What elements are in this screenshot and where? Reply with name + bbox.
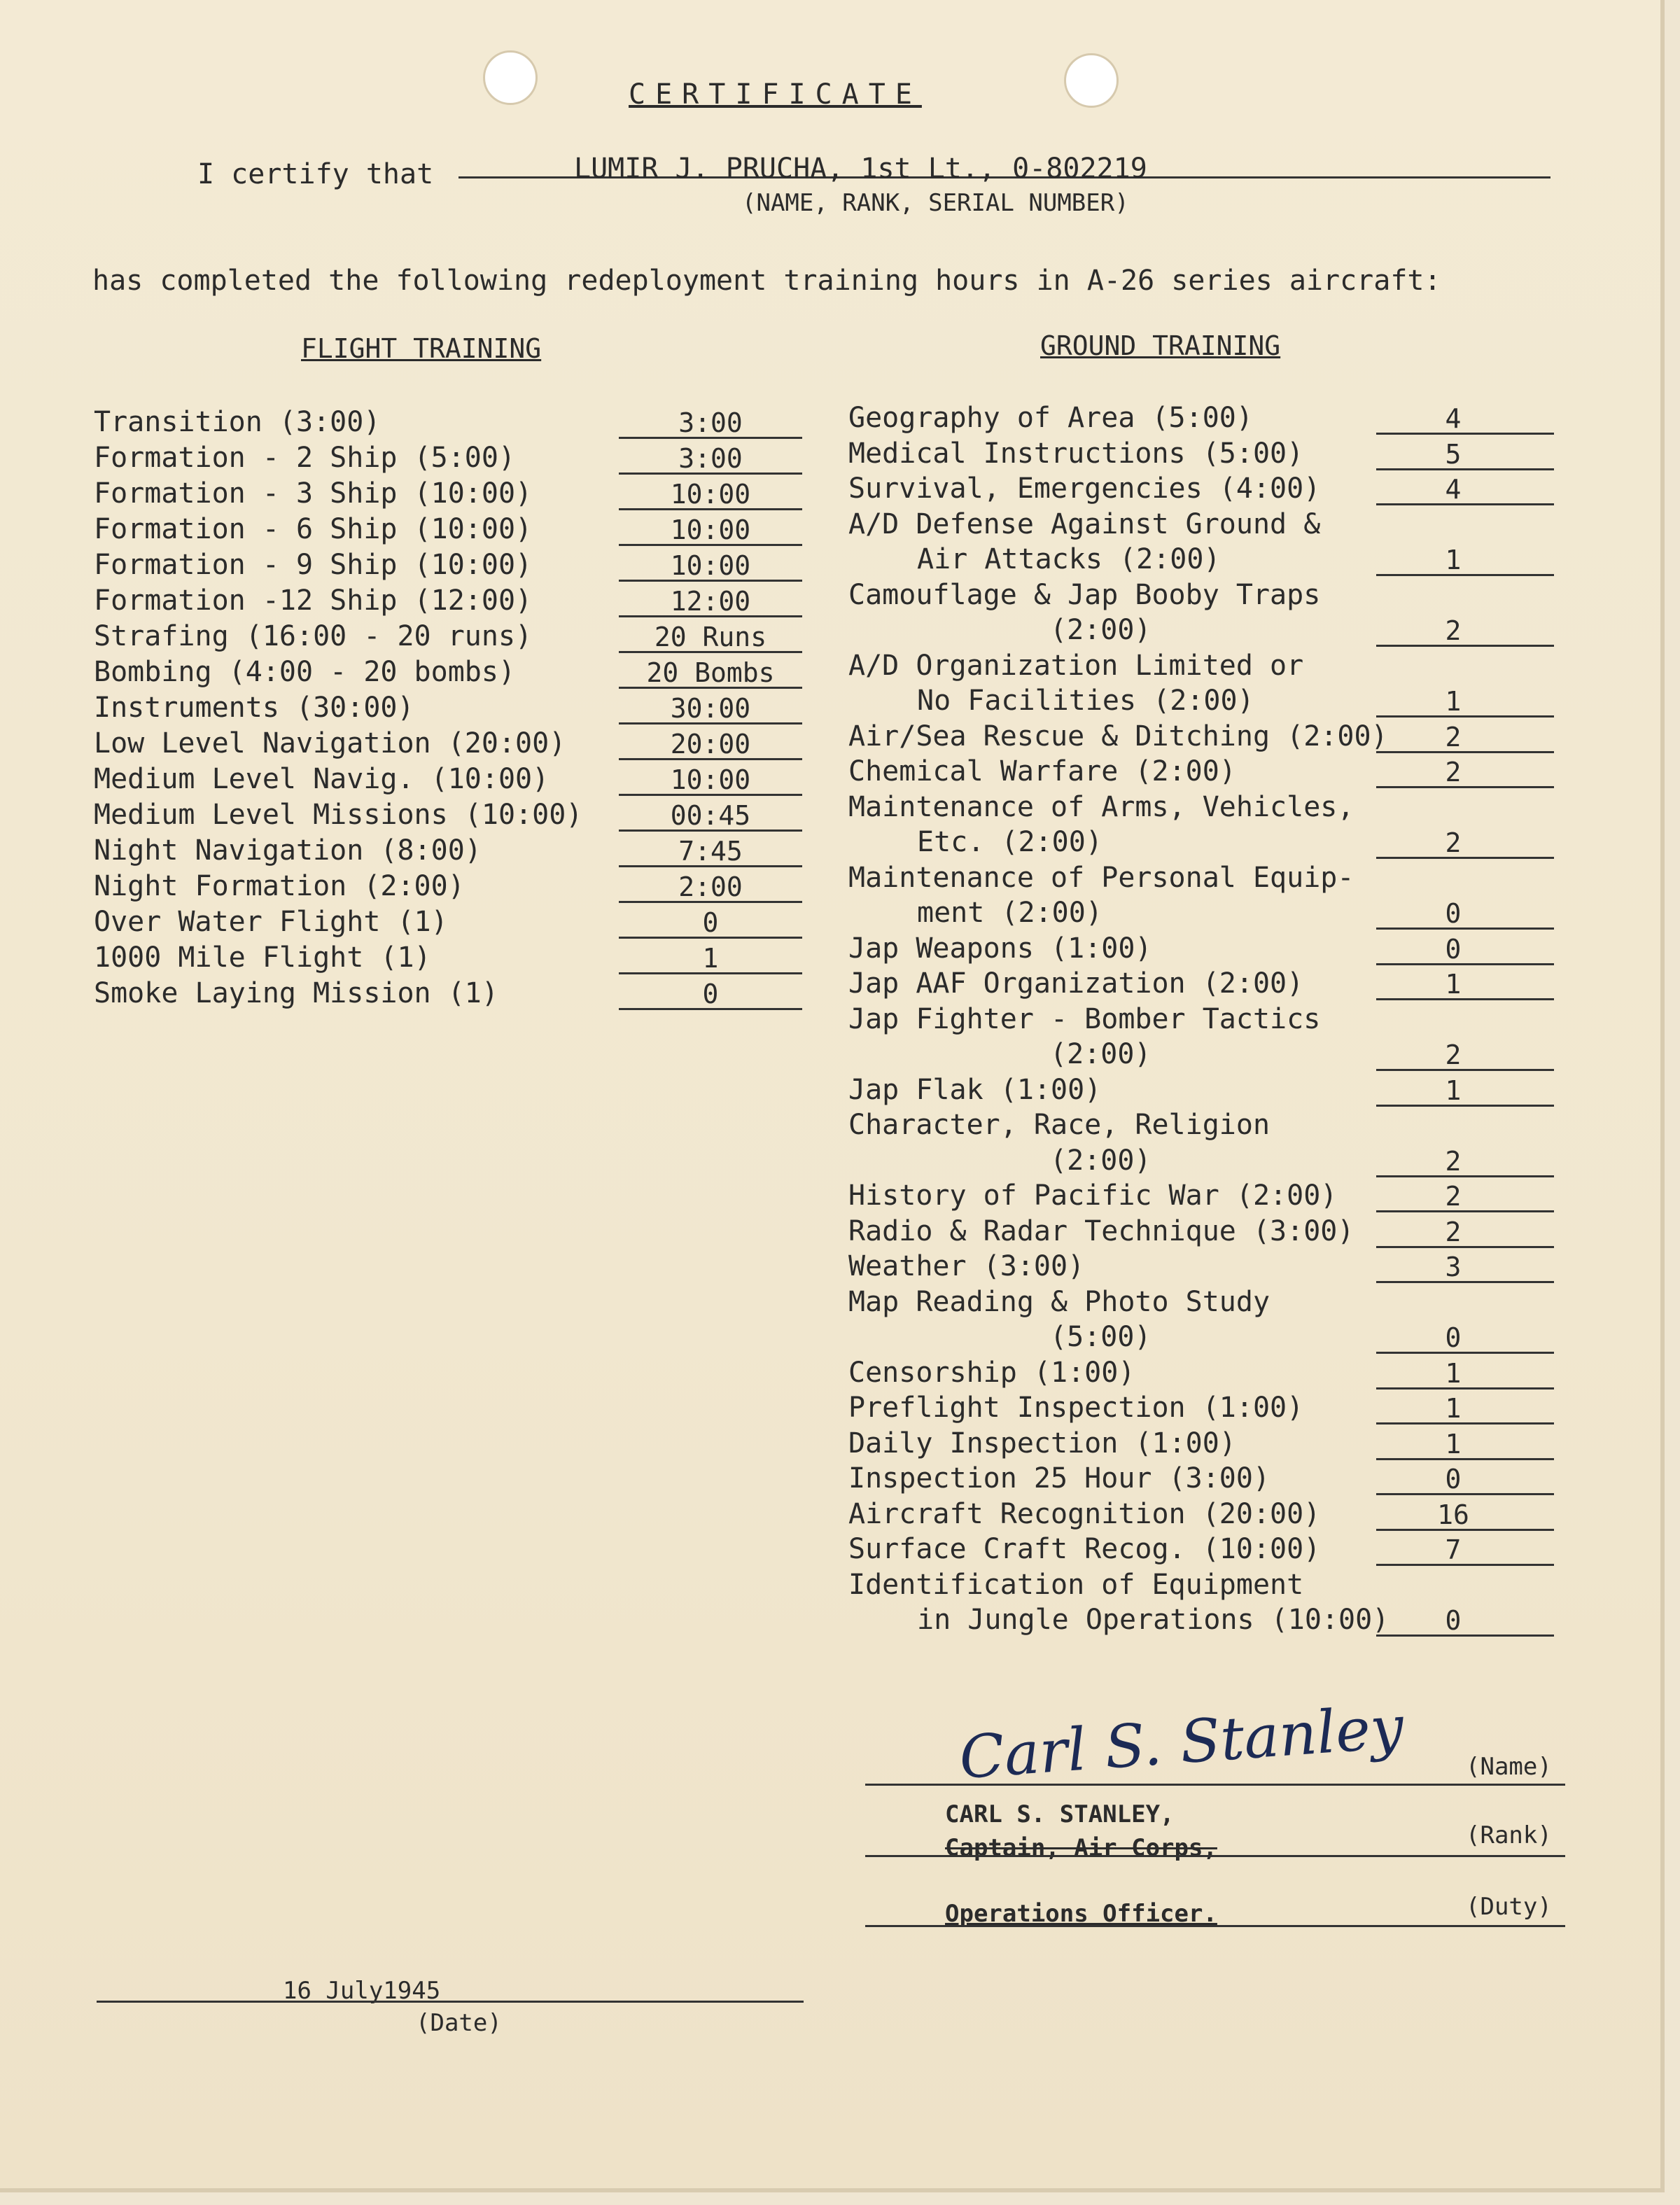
- flight-item-label: Low Level Navigation (20:00): [94, 727, 566, 760]
- flight-item-label: Over Water Flight (1): [94, 906, 448, 938]
- flight-item-hours: 10:00: [670, 550, 751, 581]
- punch-hole-right: [1064, 53, 1119, 108]
- ground-item-label-cont: Air Attacks (2:00): [917, 543, 1221, 575]
- flight-item-label: 1000 Mile Flight (1): [94, 941, 431, 974]
- ground-item-hours: 0: [1445, 1605, 1462, 1636]
- ground-item-label: Geography of Area (5:00): [848, 402, 1253, 434]
- ground-item-label: Chemical Warfare (2:00): [848, 755, 1236, 788]
- ground-item-label-cont: No Facilities (2:00): [917, 685, 1254, 717]
- ground-item-label-cont: (2:00): [1050, 1144, 1152, 1177]
- person-name-rank-serial: LUMIR J. PRUCHA, 1st Lt., 0-802219: [574, 153, 1147, 185]
- date-value: 16 July1945: [283, 1977, 441, 2005]
- flight-item-hours: 20:00: [670, 729, 751, 760]
- ground-item-label-cont: (2:00): [1050, 614, 1152, 646]
- flight-item-hours: 30:00: [670, 693, 751, 724]
- typed-name: CARL S. STANLEY,: [945, 1800, 1175, 1828]
- ground-item-hours: 3: [1445, 1252, 1462, 1282]
- flight-item-label: Transition (3:00): [94, 406, 381, 438]
- flight-item-label: Formation - 2 Ship (5:00): [94, 442, 516, 474]
- ground-item-label: Weather (3:00): [848, 1250, 1085, 1282]
- flight-item-label: Smoke Laying Mission (1): [94, 977, 498, 1009]
- ground-item-hours: 7: [1445, 1534, 1462, 1565]
- ground-item-label: Radio & Radar Technique (3:00): [848, 1214, 1354, 1247]
- completion-statement: has completed the following redeployment training hours in A-26 series aircraft:: [92, 265, 1441, 297]
- ground-item-hours: 0: [1445, 1322, 1462, 1353]
- ground-item-label: Jap Flak (1:00): [848, 1073, 1102, 1106]
- ground-item-label: Identification of Equipment: [848, 1568, 1304, 1601]
- ground-item-label-cont: in Jungle Operations (10:00): [917, 1604, 1390, 1636]
- flight-item-label: Night Navigation (8:00): [94, 834, 482, 867]
- flight-item-label: Formation -12 Ship (12:00): [94, 584, 533, 617]
- name-line: [865, 1784, 1565, 1786]
- date-line: [97, 2001, 804, 2003]
- ground-item-hours: 1: [1445, 1428, 1462, 1460]
- flight-item-hours: 7:45: [678, 836, 743, 867]
- ground-item-label: History of Pacific War (2:00): [848, 1180, 1338, 1212]
- flight-item-hours: 0: [702, 979, 719, 1009]
- flight-item-label: Bombing (4:00 - 20 bombs): [94, 656, 516, 688]
- flight-item-hours: 3:00: [678, 443, 743, 474]
- ground-item-label: A/D Defense Against Ground &: [848, 507, 1321, 540]
- ground-item-label: Aircraft Recognition (20:00): [848, 1497, 1321, 1530]
- flight-item-hours: 10:00: [670, 514, 751, 545]
- ground-item-hours: 4: [1445, 403, 1462, 434]
- flight-item-label: Formation - 3 Ship (10:00): [94, 477, 533, 510]
- flight-item-hours: 0: [702, 907, 719, 938]
- flight-item-hours: 3:00: [678, 407, 743, 438]
- ground-item-hours: 2: [1445, 1040, 1462, 1070]
- rank-caption: (Rank): [1466, 1821, 1552, 1849]
- ground-item-label-cont: (5:00): [1050, 1321, 1152, 1353]
- certificate-title: CERTIFICATE: [629, 78, 922, 111]
- ground-item-hours: 1: [1445, 686, 1462, 717]
- ground-item-label: Maintenance of Arms, Vehicles,: [848, 790, 1354, 823]
- ground-item-hours: 2: [1445, 757, 1462, 788]
- ground-item-label: Inspection 25 Hour (3:00): [848, 1462, 1270, 1494]
- flight-item-label: Medium Level Navig. (10:00): [94, 763, 550, 795]
- flight-item-label: Night Formation (2:00): [94, 870, 465, 902]
- ground-item-label: Jap Weapons (1:00): [848, 932, 1152, 965]
- ground-item-hours: 5: [1445, 438, 1462, 470]
- ground-item-hours: 1: [1445, 1074, 1462, 1106]
- flight-item-label: Instruments (30:00): [94, 692, 414, 724]
- ground-item-hours: 0: [1445, 933, 1462, 965]
- handwritten-signature: Carl S. Stanley: [957, 1692, 1406, 1793]
- flight-training-header: FLIGHT TRAINING: [301, 333, 542, 364]
- person-caption: (NAME, RANK, SERIAL NUMBER): [742, 189, 1129, 217]
- ground-item-label-cont: ment (2:00): [917, 897, 1102, 929]
- ground-item-hours: 2: [1445, 721, 1462, 752]
- ground-item-label: Daily Inspection (1:00): [848, 1427, 1236, 1460]
- flight-item-hours: 20 Runs: [654, 622, 767, 652]
- ground-item-label: Jap AAF Organization (2:00): [848, 967, 1304, 1000]
- flight-item-hours: 12:00: [670, 586, 751, 617]
- rank-value: Captain, Air Corps,: [945, 1834, 1217, 1862]
- ground-item-label: Surface Craft Recog. (10:00): [848, 1533, 1321, 1565]
- flight-item-hours: 00:45: [670, 800, 751, 831]
- ground-item-label: Jap Fighter - Bomber Tactics: [848, 1002, 1321, 1035]
- rank-line: [865, 1855, 1565, 1857]
- punch-hole-left: [483, 50, 538, 105]
- ground-item-hours: 2: [1445, 1181, 1462, 1212]
- ground-item-label: Survival, Emergencies (4:00): [848, 472, 1321, 505]
- ground-item-label: A/D Organization Limited or: [848, 649, 1304, 682]
- certify-prefix: I certify that: [197, 158, 434, 190]
- ground-training-header: GROUND TRAINING: [1040, 330, 1281, 361]
- ground-item-label: Preflight Inspection (1:00): [848, 1392, 1304, 1424]
- ground-item-label: Censorship (1:00): [848, 1356, 1135, 1389]
- flight-item-hours: 10:00: [670, 479, 751, 510]
- flight-item-label: Formation - 9 Ship (10:00): [94, 549, 533, 581]
- ground-item-hours: 4: [1445, 474, 1462, 505]
- flight-item-hours: 10:00: [670, 764, 751, 795]
- ground-item-hours: 2: [1445, 827, 1462, 858]
- flight-item-label: Strafing (16:00 - 20 runs): [94, 620, 533, 652]
- ground-item-hours: 16: [1437, 1499, 1469, 1530]
- ground-item-label: Camouflage & Jap Booby Traps: [848, 578, 1321, 611]
- ground-item-hours: 1: [1445, 1393, 1462, 1424]
- flight-item-label: Medium Level Missions (10:00): [94, 799, 583, 831]
- ground-item-hours: 1: [1445, 545, 1462, 575]
- date-caption: (Date): [416, 2009, 502, 2037]
- ground-item-label: Medical Instructions (5:00): [848, 437, 1304, 470]
- flight-item-hours: 1: [702, 943, 719, 974]
- flight-item-hours: 2:00: [678, 872, 743, 902]
- ground-item-hours: 2: [1445, 1216, 1462, 1247]
- ground-item-hours: 1: [1445, 969, 1462, 1000]
- ground-item-label: Maintenance of Personal Equip-: [848, 861, 1354, 894]
- flight-item-label: Formation - 6 Ship (10:00): [94, 513, 533, 545]
- ground-item-hours: 2: [1445, 615, 1462, 646]
- ground-item-hours: 0: [1445, 1464, 1462, 1494]
- ground-item-hours: 0: [1445, 898, 1462, 929]
- ground-item-label: Map Reading & Photo Study: [848, 1285, 1270, 1318]
- ground-item-hours: 2: [1445, 1145, 1462, 1177]
- ground-item-label-cont: (2:00): [1050, 1038, 1152, 1070]
- duty-value: Operations Officer.: [945, 1900, 1217, 1928]
- ground-item-label: Character, Race, Religion: [848, 1109, 1270, 1141]
- name-caption: (Name): [1466, 1753, 1552, 1781]
- duty-caption: (Duty): [1466, 1893, 1552, 1921]
- ground-item-label-cont: Etc. (2:00): [917, 826, 1102, 858]
- flight-item-hours: 20 Bombs: [646, 657, 775, 688]
- ground-item-hours: 1: [1445, 1357, 1462, 1389]
- duty-line: [865, 1925, 1565, 1927]
- ground-item-label: Air/Sea Rescue & Ditching (2:00): [848, 720, 1388, 752]
